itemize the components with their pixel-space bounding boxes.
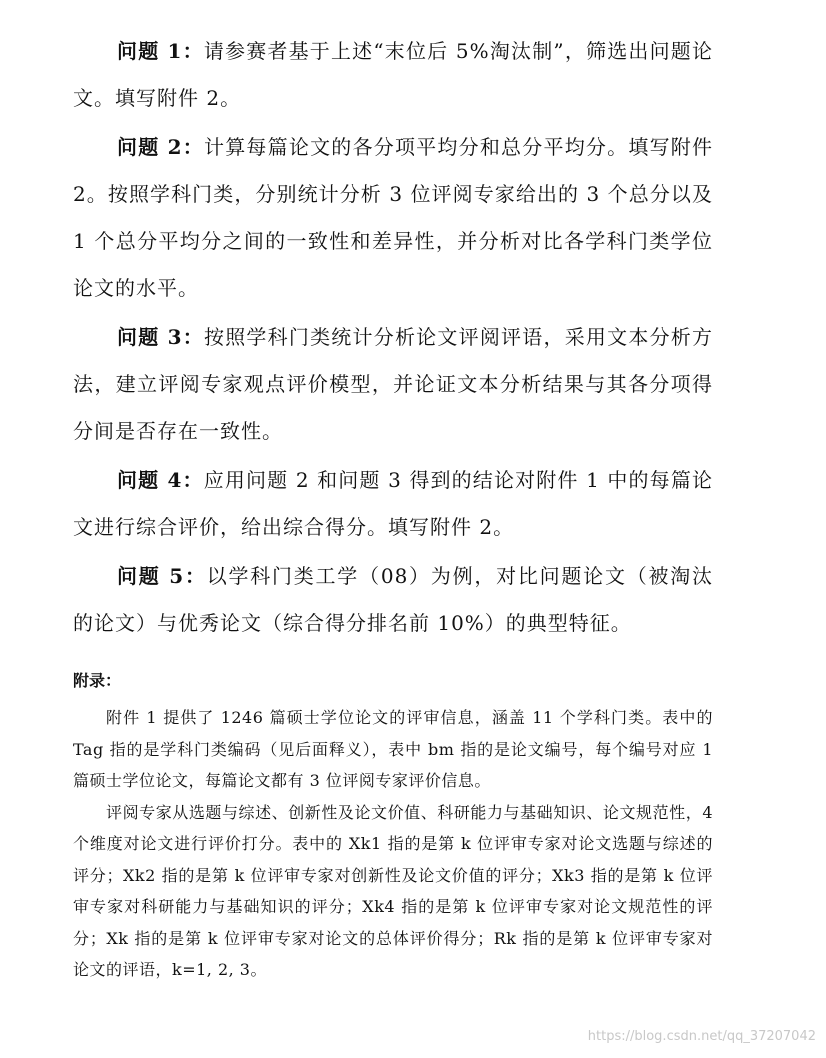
problem-text: 计算每篇论文的各分项平均分和总分平均分。填写附件 2。按照学科门类，分别统计分析 3 位评阅专家给出的 3 个总分以及 1 个总分平均分之间的一致性和差异性，并分析对比各学科门类学位论文的水平。	[73, 135, 714, 300]
problem-text: 按照学科门类统计分析论文评阅评语，采用文本分析方法，建立评阅专家观点评价模型，并论证文本分析结果与其各分项得分间是否存在一致性。	[73, 325, 714, 443]
problem-5	[73, 553, 713, 647]
problem-list	[73, 28, 713, 649]
problem-label: 问题 5：	[117, 564, 207, 588]
problem-text: 以学科门类工学（08）为例，对比问题论文（被淘汰的论文）与优秀论文（综合得分排名前 10%）的典型特征。	[73, 564, 713, 635]
problem-label: 问题 4：	[117, 468, 204, 492]
problem-label: 问题 3：	[117, 325, 204, 349]
appendix-title: 附录：	[73, 671, 122, 690]
problem-4	[73, 457, 713, 551]
appendix-paragraph: 评阅专家从选题与综述、创新性及论文价值、科研能力与基础知识、论文规范性，4 个维度对论文进行评价打分。表中的 Xk1 指的是第 k 位评审专家对论文选题与综述的评分；Xk2 指的是第 k 位评审专家对创新性及论文价值的评分；Xk3 指的是第 k 位评审专家对科研能力与基础知识的评分；Xk4 指的是第 k 位评审专家对论文规范性的评分；Xk 指的是第 k 位评审专家对论文的总体评价得分；Rk 指的是第 k 位评审专家对论文的评语，k=1, 2, 3。	[73, 802, 713, 979]
problem-text: 应用问题 2 和问题 3 得到的结论对附件 1 中的每篇论文进行综合评价，给出综合得分。填写附件 2。	[73, 468, 713, 539]
problem-label: 问题 1：	[117, 39, 204, 63]
problem-2	[73, 124, 713, 312]
problem-text: 请参赛者基于上述“末位后 5%淘汰制”，筛选出问题论文。填写附件 2。	[73, 39, 713, 110]
appendix-paragraph: 附件 1 提供了 1246 篇硕士学位论文的评审信息，涵盖 11 个学科门类。表中的 Tag 指的是学科门类编码（见后面释义），表中 bm 指的是论文编号，每个编号对应 1 篇硕士学位论文，每篇论文都有 3 位评阅专家评价信息。	[73, 708, 713, 790]
problem-label: 问题 2：	[117, 135, 204, 159]
appendix-section	[73, 664, 713, 986]
watermark: https://blog.csdn.net/qq_37207042	[587, 1029, 816, 1044]
problem-3	[73, 314, 713, 455]
problem-1	[73, 28, 713, 122]
